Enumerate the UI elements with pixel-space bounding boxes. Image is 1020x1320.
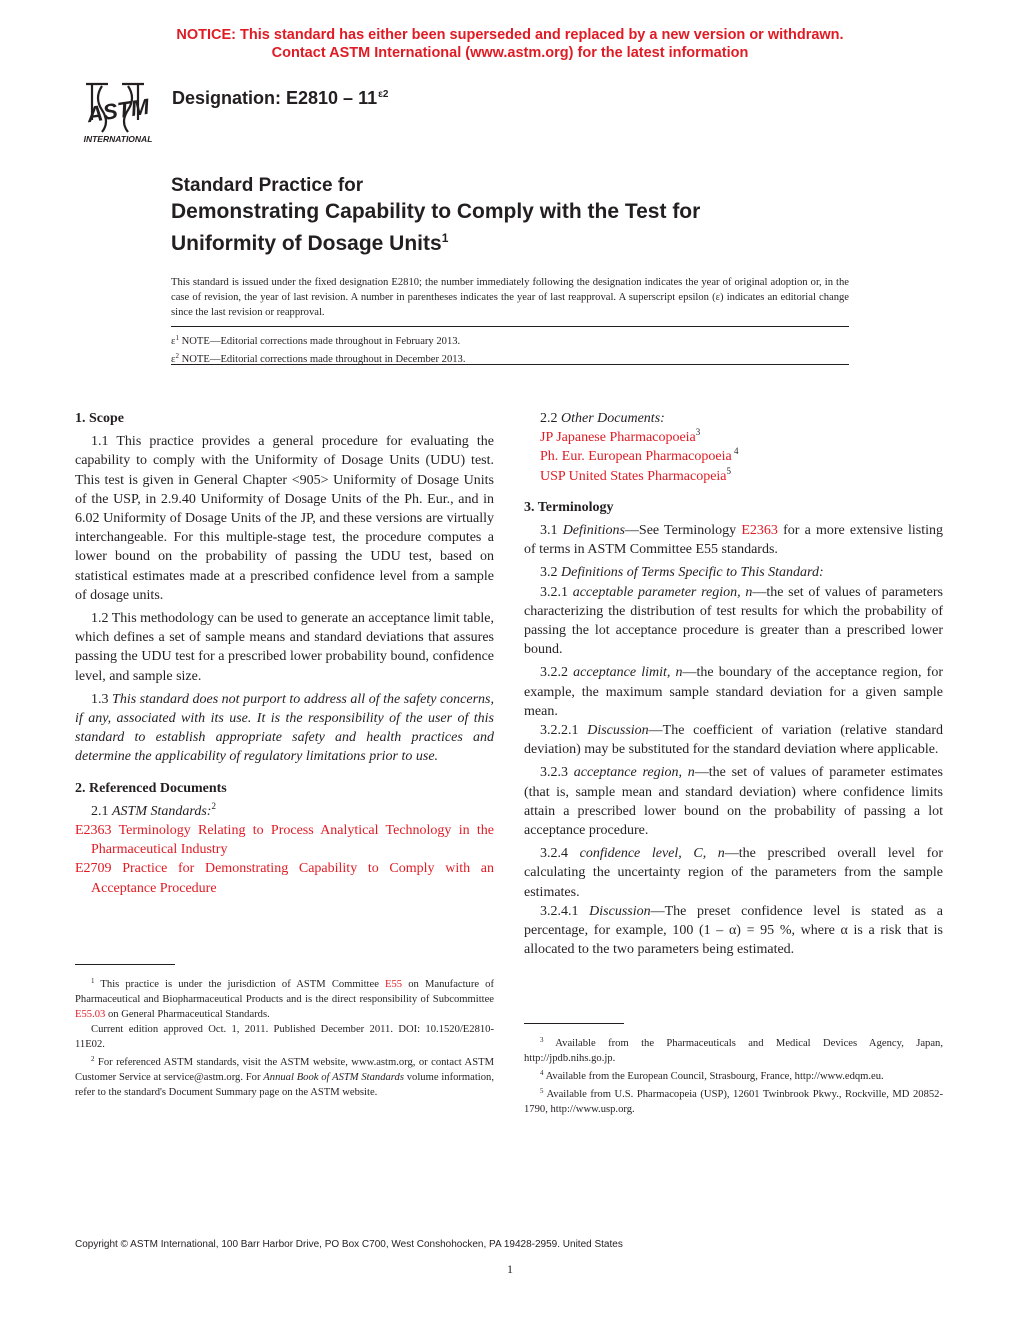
copyright: Copyright © ASTM International, 100 Barr Harbor Drive, PO Box C700, West Conshohocken, PA 19428-2959. United States xyxy=(75,1239,623,1250)
paragraph-2-2: 2.2 Other Documents: xyxy=(540,411,665,426)
title-line-2: Demonstrating Capability to Comply with the Test for xyxy=(171,200,701,223)
link-e55[interactable]: E55 xyxy=(385,979,403,990)
paragraph-1-1: 1.1 This practice provides a general procedure for evaluating the capability to comply with the Uniformity of Dosage Units (UDU) test. This test is given in General Chapter <905> Uniformity of Dosage Units of the USP, in 2.9.40 Uniformity of Dosage Units of the Ph. Eur., and in 6.02 Uniformity of Dosage Units of the JP, and these versions are virtually interchangeable. For this multiple-stage test, the procedure computes a lower bound on the probability of passing the UDU test, based on statistical estimates made at a prescribed confidence level from a sample of dosage units. xyxy=(75,434,494,603)
title-line-3: Uniformity of Dosage Units xyxy=(171,232,442,255)
section-heading-terminology: 3. Terminology xyxy=(524,499,614,515)
withdrawn-notice xyxy=(0,26,1020,62)
title-footnote-mark: 1 xyxy=(441,231,449,245)
paragraph-3-2-3: 3.2.3 acceptance region, n—the set of values of parameter estimates (that is, sample mean and standard deviation) where confidence limits attain a prescribed lower bound on the probability of passing a lot acceptance procedure. xyxy=(524,765,943,839)
footnotes-right xyxy=(524,1033,943,1117)
document-title xyxy=(171,174,700,257)
paragraph-3-2-4: 3.2.4 confidence level, C, n—the prescribed overall level for calculating the uncertainty region of the parameters from the sample estimates. xyxy=(524,846,943,900)
paragraph-3-1: 3.1 Definitions—See Terminology E2363 for a more extensive listing of terms in ASTM Committee E55 standards. xyxy=(524,523,943,558)
other-doc-usp[interactable]: USP United States Pharmacopeia$^5$ xyxy=(540,465,732,484)
designation-epsilon: ε2 xyxy=(378,89,389,100)
ref-item-e2363[interactable]: E2363 Terminology Relating to Process Analytical Technology in the Pharmaceutical Industry xyxy=(75,823,494,858)
epsilon-note-2: $\varepsilon^2$ NOTE—Editorial corrections made throughout in December 2013. xyxy=(171,352,466,365)
epsilon-note-1: $\varepsilon^1$ NOTE—Editorial corrections made throughout in February 2013. xyxy=(171,334,461,347)
footnote-divider xyxy=(524,1023,624,1024)
page-number: 1 xyxy=(507,1262,513,1276)
divider xyxy=(171,326,849,327)
other-doc-jp[interactable]: JP Japanese Pharmacopoeia$^3$ xyxy=(540,427,701,446)
paragraph-3-2-2-1: 3.2.2.1 Discussion—The coefficient of variation (relative standard deviation) may be substituted for the standard deviation where applicable. xyxy=(524,723,943,758)
footnotes-left xyxy=(75,974,494,1100)
notice-line-2: Contact ASTM International (www.astm.org) for the latest information xyxy=(271,45,749,61)
other-doc-ph-eur[interactable]: Ph. Eur. European Pharmacopoeia $^4$ xyxy=(540,446,739,465)
left-column xyxy=(75,409,494,898)
astm-logo-icon xyxy=(72,76,164,144)
link-e2363[interactable]: E2363 xyxy=(741,523,778,539)
footnote-4: $^4$ Available from the European Council, Strasbourg, France, http://www.edqm.eu. xyxy=(540,1069,884,1082)
designation-label: Designation: E2810 – 11 xyxy=(172,88,378,108)
paragraph-3-2: 3.2 Definitions of Terms Specific to This Standard: xyxy=(540,565,824,581)
divider xyxy=(171,364,849,365)
epsilon-notes xyxy=(171,331,466,367)
paragraph-3-2-1: 3.2.1 acceptable parameter region, n—the set of values of parameters characterizing the distribution of test results for which the probability of passing the lot acceptance procedure is greater than a prescribed lower bound. xyxy=(524,584,944,658)
footnote-3: $^3$ Available from the Pharmaceuticals and Medical Devices Agency, Japan, http://jpdb.nihs.go.jp. xyxy=(524,1036,943,1064)
right-column xyxy=(524,409,943,959)
paragraph-1-2: 1.2 This methodology can be used to generate an acceptance limit table, which defines a set of sample means and standard deviations that assures passing the UDU test for a prescribed lower probability bound, confidence level, and sample size. xyxy=(75,611,494,684)
section-heading-scope: 1. Scope xyxy=(75,411,124,426)
footnote-divider xyxy=(75,964,175,965)
section-heading-referenced: 2. Referenced Documents xyxy=(75,780,227,796)
title-line-1: Standard Practice for xyxy=(171,175,364,196)
issued-statement: This standard is issued under the fixed designation E2810; the number immediately following the designation indicates the year of original adoption or, in the case of revision, the year of last revision. A number in parentheses indicates the year of last reapproval. A superscript epsilon (ε) indicates an editorial change since the last revision or reapproval. xyxy=(171,277,849,318)
footnote-1: $^1$ This practice is under the jurisdiction of ASTM Committee E55 on Manufacture of Pharmaceutical and Biopharmaceutical Products and is the direct responsibility of Subcommittee E55.03 on General Pharmaceutical Standards. xyxy=(75,977,495,1020)
paragraph-3-2-4-1: 3.2.4.1 Discussion—The preset confidence level is stated as a percentage, for example, 100 (1 – α) = 95 %, where α is a risk that is allocated to the two parameters being estimated. xyxy=(524,903,943,958)
ref-item-e2709[interactable]: E2709 Practice for Demonstrating Capability to Comply with an Acceptance Procedure xyxy=(75,861,494,896)
paragraph-2-1: 2.1 ASTM Standards:$^2$ xyxy=(91,800,216,819)
designation xyxy=(172,88,388,109)
footnote-2: $^2$ For referenced ASTM standards, visit the ASTM website, www.astm.org, or contact ASTM Customer Service at service@astm.org. For Annual Book of ASTM Standards volume information, refer to the standard's Document Summary page on the ASTM website. xyxy=(75,1055,494,1098)
footnote-5: $^5$ Available from U.S. Pharmacopeia (USP), 12601 Twinbrook Pkwy., Rockville, MD 20852-1790, http://www.usp.org. xyxy=(524,1087,943,1115)
paragraph-3-2-2: 3.2.2 acceptance limit, n—the boundary of the acceptance region, for example, the maximum sample standard deviation for a given sample mean. xyxy=(524,665,943,719)
footnote-1-edition: Current edition approved Oct. 1, 2011. Published December 2011. DOI: 10.1520/E2810-11E02. xyxy=(75,1024,494,1050)
logo-subtitle: INTERNATIONAL xyxy=(83,134,153,144)
paragraph-1-3: 1.3 This standard does not purport to address all of the safety concerns, if any, associated with its use. It is the responsibility of the user of this standard to establish appropriate safety and health practices and determine the applicability of regulatory limitations prior to use. xyxy=(75,691,494,765)
notice-line-1: NOTICE: This standard has either been superseded and replaced by a new version or withdrawn. xyxy=(176,27,844,43)
logo-letters: ASTM xyxy=(85,93,151,128)
link-e55-03[interactable]: E55.03 xyxy=(75,1009,106,1020)
